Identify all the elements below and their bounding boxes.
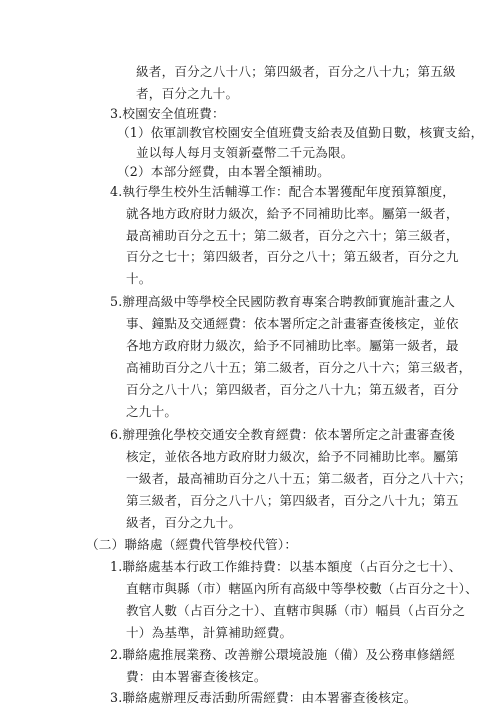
text-line: 十。 (126, 271, 152, 286)
text-line: 之九十。 (126, 404, 178, 419)
text-line: 級者，百分之八十八；第四級者，百分之八十九；第五級 (136, 64, 456, 79)
section-heading: 3.聯絡處辦理反毒活動所需經費：由本署審查後核定。 (110, 690, 417, 705)
section-heading: 6.辦理強化學校交通安全教育經費：依本署所定之計畫審查後 (110, 427, 456, 442)
text-line: （2）本部分經費，由本署全額補助。 (117, 164, 330, 179)
text-line: 一級者，最高補助百分之八十五；第二級者，百分之八十六； (126, 471, 472, 486)
text-line: 事、鐘點及交通經費：依本署所定之計畫審查後核定，並依 (126, 316, 459, 331)
section-heading: 4.執行學生校外生活輔導工作：配合本署獲配年度預算額度， (110, 184, 456, 199)
section-heading: 5.辦理高級中等學校全民國防教育專案合聘教師實施計畫之人 (110, 294, 456, 309)
text-line: 級者，百分之九十。 (126, 515, 242, 530)
text-line: 者，百分之九十。 (136, 86, 239, 101)
text-line: 十）為基準，計算補助經費。 (126, 625, 293, 640)
section-heading: 1.聯絡處基本行政工作維持費：以基本額度（占百分之七十）、 (110, 559, 462, 574)
text-line: 教官人數（占百分之十）、直轄市與縣（市）幅員（占百分之 (126, 603, 466, 618)
text-line: 並以每人每月支領新臺幣二千元為限。 (136, 145, 354, 160)
text-line: 各地方政府財力級次，給予不同補助比率。屬第一級者，最 (126, 338, 459, 353)
text-line: 費：由本署審查後核定。 (126, 669, 267, 684)
text-line: （1）依軍訓教官校園安全值班費支給表及值勤日數，核實支給， (117, 125, 484, 140)
text-line: 直轄市與縣（市）轄區內所有高級中等學校數（占百分之十）、 (126, 581, 478, 596)
section-heading: 3.校園安全值班費： (110, 106, 225, 121)
text-line: 百分之八十八；第四級者，百分之八十九；第五級者，百分 (126, 382, 459, 397)
text-line: 百分之七十；第四級者，百分之八十；第五級者，百分之九 (126, 249, 459, 264)
text-line: 最高補助百分之五十；第二級者，百分之六十；第三級者， (126, 228, 459, 243)
text-line: 第三級者，百分之八十八；第四級者，百分之八十九；第五 (126, 493, 459, 508)
text-line: 就各地方政府財力級次，給予不同補助比率。屬第一級者， (126, 206, 459, 221)
text-line: 核定，並依各地方政府財力級次，給予不同補助比率。屬第 (126, 449, 459, 464)
section-heading: （二）聯絡處（經費代管學校代管）： (86, 537, 298, 552)
text-line: 高補助百分之八十五；第二級者，百分之八十六；第三級者， (126, 360, 472, 375)
section-heading: 2.聯絡處推展業務、改善辦公環境設施（備）及公務車修繕經 (110, 647, 456, 662)
